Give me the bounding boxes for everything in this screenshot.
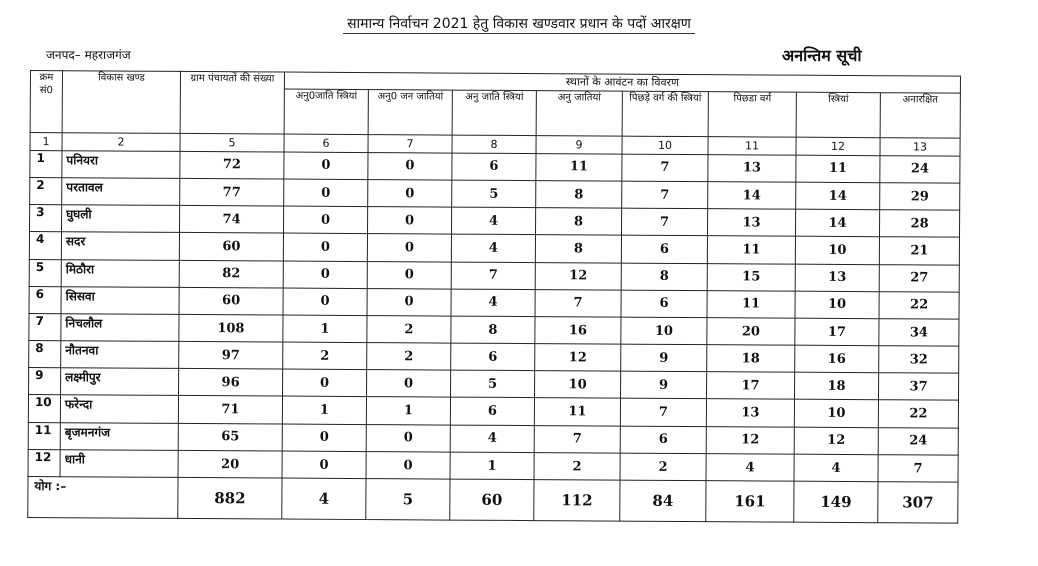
total-cell: 84 [620,480,706,521]
status-label: अनन्तिम सूची [782,46,862,65]
row-cell: 14 [708,182,796,210]
row-cell: 0 [368,180,452,208]
row-block-name: घुघली [62,205,180,233]
row-cell: 17 [707,372,795,400]
row-cell: 7 [534,425,620,453]
row-sno: 7 [29,313,61,340]
row-block-name: सिसवा [61,286,179,314]
row-cell: 7 [878,455,958,483]
row-cell: 13 [708,154,796,182]
row-gp-count: 65 [178,423,282,451]
row-gp-count: 60 [179,287,283,315]
row-cell: 1 [450,452,534,480]
column-number: 6 [284,134,368,152]
row-cell: 9 [621,371,707,399]
column-number: 1 [30,133,62,151]
row-cell: 8 [536,208,622,236]
row-cell: 10 [795,291,879,319]
col-st: अनु0 जन जातियां [368,90,452,136]
row-cell: 0 [367,234,451,262]
row-cell: 4 [450,425,534,453]
row-cell: 32 [879,346,959,374]
row-block-name: मिठौरा [61,259,179,287]
row-gp-count: 82 [179,260,283,288]
column-number: 10 [622,136,708,154]
row-gp-count: 108 [179,314,283,342]
row-block-name: निचलौल [61,314,179,342]
row-cell: 8 [536,181,622,209]
row-cell: 34 [879,319,959,347]
column-number: 5 [180,133,284,151]
col-obc: पिछडा वर्ग [708,92,796,138]
row-cell: 10 [621,317,707,345]
row-cell: 16 [795,345,879,373]
row-cell: 10 [794,400,878,428]
row-block-name: परतावल [62,178,180,206]
row-cell: 0 [366,451,450,479]
row-cell: 0 [283,233,367,261]
column-number: 12 [796,137,880,155]
row-gp-count: 96 [179,369,283,397]
row-sno: 4 [29,232,61,259]
row-block-name: सदर [61,232,179,260]
row-cell: 2 [620,453,706,481]
column-number: 7 [368,135,452,153]
row-cell: 10 [795,237,879,265]
row-block-name: पनियरा [62,150,180,178]
row-cell: 0 [282,451,366,479]
row-sno: 3 [30,205,62,232]
column-number: 9 [536,136,622,154]
row-cell: 9 [621,344,707,372]
row-cell: 29 [880,183,960,211]
row-cell: 6 [450,398,534,426]
row-gp-count: 60 [179,233,283,261]
column-number: 13 [880,138,960,156]
row-cell: 0 [283,261,367,289]
row-cell: 0 [368,207,452,235]
row-cell: 28 [879,210,959,238]
row-cell: 0 [366,424,450,452]
row-block-name: बृजमनगंज [60,422,178,450]
column-number: 8 [452,135,536,153]
allocation-heading: स्थानों के आवंटन का विवरण [284,72,960,93]
row-cell: 8 [535,235,621,263]
row-cell: 4 [451,234,535,262]
row-cell: 22 [879,291,959,319]
row-cell: 0 [284,206,368,234]
row-sno: 5 [29,259,61,286]
col-sc-women-2: अनु जाति स्त्रियां [452,90,536,136]
row-cell: 7 [620,399,706,427]
row-cell: 6 [621,235,707,263]
row-cell: 0 [284,179,368,207]
col-unreserved: अनारक्षित [880,93,960,138]
row-cell: 37 [878,373,958,401]
row-block-name: लक्ष्मीपुर [61,368,179,396]
total-cell: 112 [534,480,620,521]
row-cell: 1 [282,397,366,425]
total-cell: 60 [450,479,534,520]
row-sno: 1 [30,150,62,177]
row-cell: 0 [284,152,368,180]
row-cell: 4 [794,454,878,482]
total-cell: 161 [706,481,794,522]
row-gp-count: 97 [179,342,283,370]
row-cell: 12 [794,427,878,455]
row-cell: 18 [795,372,879,400]
row-cell: 11 [796,155,880,183]
row-cell: 14 [796,182,880,210]
row-cell: 17 [795,318,879,346]
col-block: विकास खण्ड [62,71,180,134]
row-cell: 2 [283,342,367,370]
row-cell: 7 [535,289,621,317]
row-cell: 7 [622,154,708,182]
total-label: योग :– [28,477,178,519]
row-sno: 10 [28,395,60,422]
row-cell: 27 [879,264,959,292]
row-cell: 5 [451,370,535,398]
row-sno: 8 [29,341,61,368]
row-sno: 11 [28,422,60,449]
total-cell: 149 [794,481,878,522]
row-cell: 24 [878,427,958,455]
row-sno: 9 [29,368,61,395]
document-title: सामान्य निर्वाचन 2021 हेतु विकास खण्डवार प्रधान के पदों आरक्षण [0,14,1038,33]
row-cell: 11 [534,398,620,426]
total-cell: 5 [366,479,450,520]
row-cell: 6 [451,343,535,371]
row-cell: 7 [451,262,535,290]
row-cell: 11 [536,153,622,181]
row-cell: 13 [707,209,795,237]
row-cell: 13 [706,399,794,427]
row-cell: 14 [795,209,879,237]
row-cell: 24 [880,155,960,183]
row-cell: 0 [367,370,451,398]
row-cell: 0 [282,424,366,452]
total-gp: 882 [178,478,282,519]
row-cell: 11 [707,236,795,264]
row-gp-count: 74 [180,206,284,234]
total-row [28,477,958,523]
row-cell: 5 [452,180,536,208]
row-gp-count: 72 [180,151,284,179]
row-cell: 4 [706,453,794,481]
row-cell: 16 [535,316,621,344]
row-cell: 12 [535,262,621,290]
col-sc: अनु जातियां [536,91,622,137]
row-cell: 11 [707,290,795,318]
row-sno: 12 [28,449,60,477]
row-cell: 2 [534,452,620,480]
row-cell: 6 [452,153,536,181]
total-cell: 307 [878,482,958,523]
row-block-name: फरेन्दा [60,395,178,423]
row-cell: 2 [367,315,451,343]
row-cell: 22 [878,400,958,428]
row-cell: 12 [535,344,621,372]
row-cell: 4 [451,289,535,317]
row-block-name: धानी [60,450,178,478]
reservation-table [27,70,961,524]
total-cell: 4 [282,478,366,519]
row-block-name: नौतनवा [61,341,179,369]
col-gram-panchayat-count: ग्राम पंचायतों की संख्या [180,71,284,134]
row-cell: 15 [707,263,795,291]
row-sno: 6 [29,286,61,313]
row-cell: 12 [706,426,794,454]
row-cell: 6 [621,290,707,318]
row-gp-count: 77 [180,178,284,206]
row-cell: 7 [622,208,708,236]
row-cell: 4 [452,207,536,235]
col-obc-women: पिछड़े वर्ग की स्त्रियां [622,91,708,137]
row-cell: 20 [707,318,795,346]
row-cell: 7 [622,181,708,209]
row-cell: 2 [367,343,451,371]
row-cell: 8 [621,263,707,291]
row-sno: 2 [30,177,62,204]
row-cell: 21 [879,237,959,265]
row-cell: 10 [535,371,621,399]
col-sno: क्रम सं0 [30,71,62,133]
row-cell: 0 [367,288,451,316]
col-women: स्त्रियां [796,92,880,138]
row-cell: 0 [283,369,367,397]
row-cell: 8 [451,316,535,344]
row-cell: 0 [283,288,367,316]
row-cell: 0 [368,152,452,180]
row-cell: 0 [367,261,451,289]
row-gp-count: 20 [178,450,282,478]
row-cell: 1 [366,397,450,425]
district-label: जनपद– महराजगंज [46,48,131,62]
column-number: 11 [708,137,796,155]
row-cell: 13 [795,264,879,292]
column-number: 2 [62,133,180,152]
row-cell: 18 [707,345,795,373]
col-sc-women: अनु0जाति स्त्रियां [284,89,368,135]
row-cell: 6 [620,426,706,454]
row-gp-count: 71 [178,396,282,424]
row-cell: 1 [283,315,367,343]
